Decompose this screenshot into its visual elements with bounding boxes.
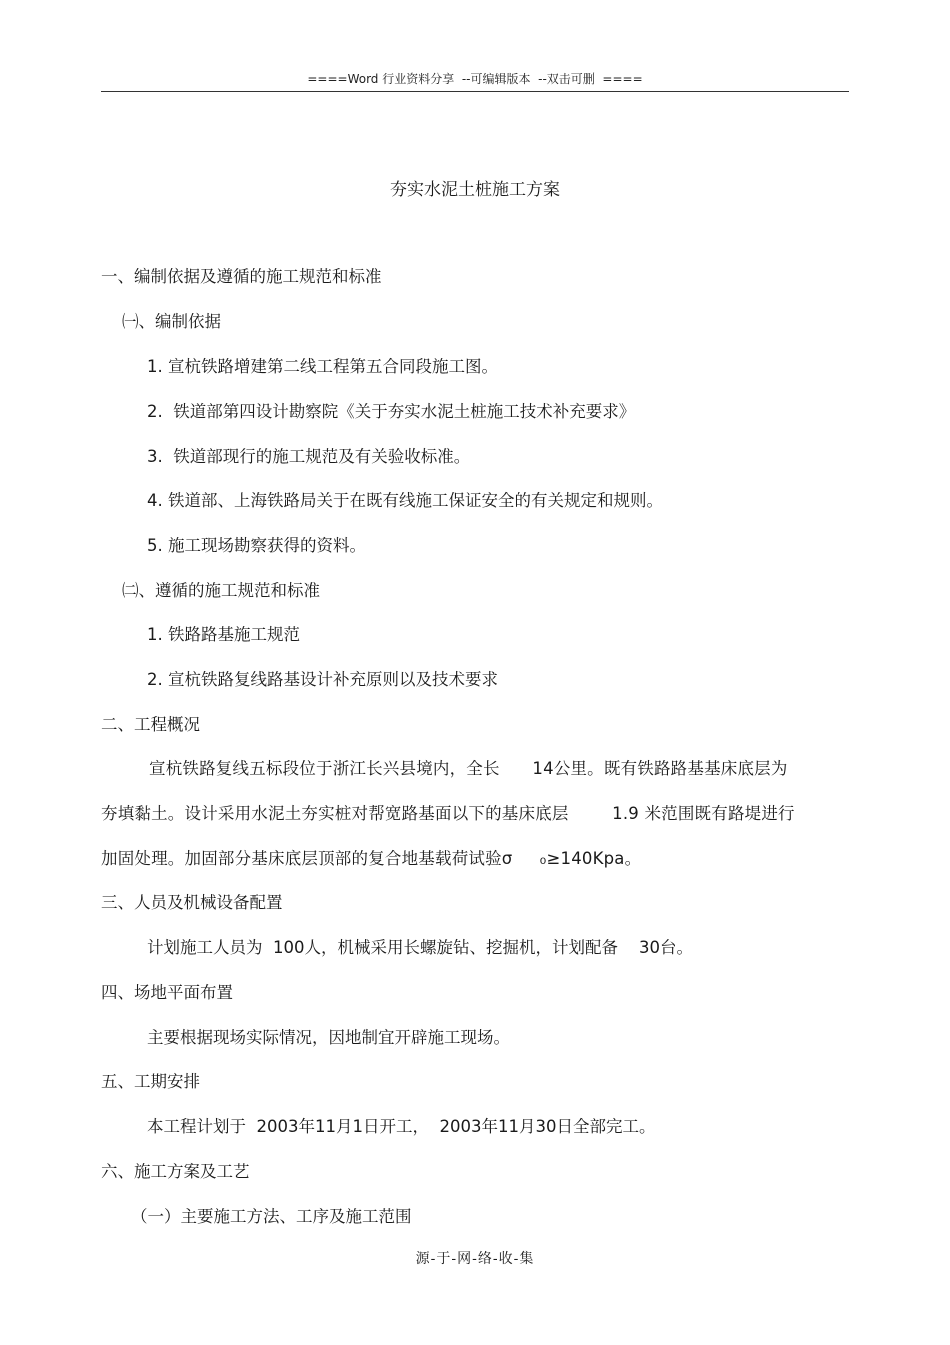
page-header: ====Word 行业资料分享 --可编辑版本 --双击可删 ==== (307, 72, 643, 86)
list-item: 1. 宣杭铁路增建第二线工程第五合同段施工图。 (147, 357, 498, 376)
section-heading-1: 一、编制依据及遵循的施工规范和标准 (101, 267, 382, 286)
subsection-heading: ㈠、编制依据 (122, 312, 221, 331)
paragraph-line: 本工程计划于 2003年11月1日开工， 2003年11月30日全部完工。 (147, 1117, 656, 1136)
list-item: 1. 铁路路基施工规范 (147, 625, 300, 644)
header-divider (101, 91, 849, 92)
list-item: 3. 铁道部现行的施工规范及有关验收标准。 (147, 447, 471, 466)
list-item: 4. 铁道部、上海铁路局关于在既有线施工保证安全的有关规定和规则。 (147, 491, 663, 510)
paragraph-line: 宣杭铁路复线五标段位于浙江长兴县境内，全长 14公里。既有铁路路基基床底层为 (149, 759, 788, 778)
list-item: 5. 施工现场勘察获得的资料。 (147, 536, 366, 555)
section-heading-3: 三、人员及机械设备配置 (101, 893, 283, 912)
paragraph-line: 计划施工人员为 100人，机械采用长螺旋钻、挖掘机，计划配备 30台。 (147, 938, 693, 957)
subsection-heading: ㈡、遵循的施工规范和标准 (122, 581, 320, 600)
list-item: 2. 宣杭铁路复线路基设计补充原则以及技术要求 (147, 670, 498, 689)
paragraph-line: 主要根据现场实际情况，因地制宜开辟施工现场。 (147, 1028, 510, 1047)
section-heading-5: 五、工期安排 (101, 1072, 200, 1091)
paragraph-line: 夯填黏土。设计采用水泥土夯实桩对帮宽路基面以下的基床底层 1.9 米范围既有路堤进行 (101, 804, 795, 823)
subsection-heading: （一）主要施工方法、工序及施工范围 (131, 1207, 412, 1226)
paragraph-line: 加固处理。加固部分基床底层顶部的复合地基载荷试验σ ₀≥140Kpa。 (101, 849, 642, 868)
document-title: 夯实水泥土桩施工方案 (390, 180, 560, 200)
list-item: 2. 铁道部第四设计勘察院《关于夯实水泥土桩施工技术补充要求》 (147, 402, 636, 421)
page-footer: 源-于-网-络-收-集 (415, 1251, 535, 1267)
section-heading-6: 六、施工方案及工艺 (101, 1162, 250, 1181)
section-heading-2: 二、工程概况 (101, 715, 200, 734)
section-heading-4: 四、场地平面布置 (101, 983, 233, 1002)
